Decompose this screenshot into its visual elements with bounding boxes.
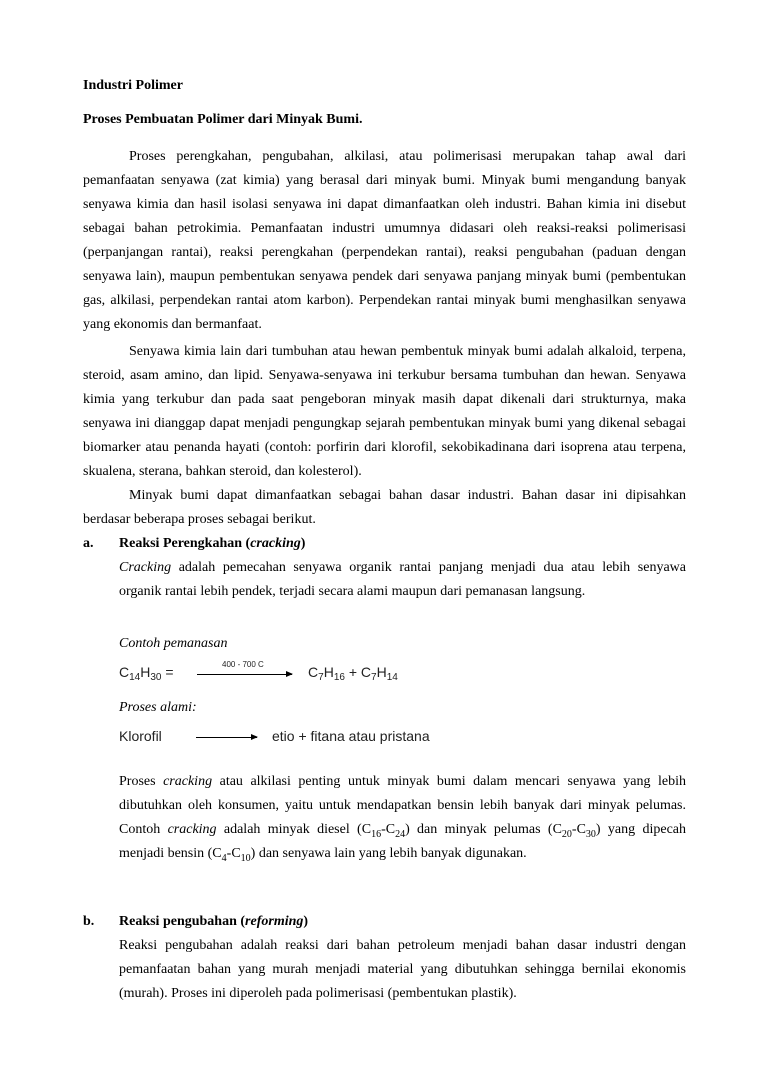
- section-a-definition: Cracking adalah pemecahan senyawa organik rantai panjang menjadi dua atau lebih senyawa organik rantai lebih pendek, terjadi secara alami maupun dari pemanasan langsung.: [119, 560, 686, 599]
- section-b-text: Reaksi pengubahan adalah reaksi dari bahan petroleum menjadi bahan dasar industri dengan pemanfaatan bahan yang murah menjadi material yang dibutuhkan sehingga bernilai ekonomis (murah). Proses ini diperoleh pada polimerisasi (pembentukan plastik).: [119, 938, 686, 1001]
- paragraph-biomarker: Senyawa kimia lain dari tumbuhan atau hewan pembentuk minyak bumi adalah alkaloid, terpena, steroid, asam amino, dan lipid. Senyawa-senyawa ini terkubur bersama tumbuhan dan hewan. Senyawa kimia yang terkubur dan pada saat pengeboran minyak masih dapat dikenali dari strukturnya, maka senyawa ini dianggap dapat menjadi pengungkap sejarah pembentukan minyak bumi yang dikenal sebagai biomarker atau penanda hayati (contoh: porfirin dari klorofil, sekobikadinana dari isoprena atau terpena, skualena, sterana, bahkan steroid, dan kolesterol).: [83, 344, 686, 479]
- section-b-title: Reaksi pengubahan (reforming): [119, 914, 309, 929]
- section-a-title: Reaksi Perengkahan (cracking): [119, 536, 306, 551]
- paragraph-intro: Proses perengkahan, pengubahan, alkilasi, atau polimerisasi merupakan tahap awal dari pemanfaatan senyawa (zat kimia) yang berasal dari minyak bumi. Minyak bumi mengandung banyak senyawa kimia dan hasil isolasi senyawa ini dapat dimanfaatkan oleh industri. Bahan kimia ini disebut sebagai bahan petrokimia. Pemanfaatan industri umumnya didasari oleh reaksi-reaksi polimerisasi (perpanjangan rantai), reaksi perengkahan (perpendekan rantai), reaksi pengubahan (paduan dengan senyawa lain), maupun pembentukan senyawa pendek dari senyawa panjang minyak bumi (pembentukan gas, alkilasi, perpendekan rantai atom karbon). Perpendekan rantai minyak bumi menghasilkan senyawa yang ekonomis dan bermanfaat.: [83, 149, 686, 332]
- paragraph-raw-materials: Minyak bumi dapat dimanfaatkan sebagai bahan dasar industri. Bahan dasar ini dipisahkan berdasar beberapa proses sebagai berikut.: [83, 488, 686, 527]
- reaction2-product: etio + fitana atau pristana: [272, 728, 430, 744]
- document-title: Industri Polimer: [83, 78, 183, 93]
- section-b-letter: b.: [83, 914, 95, 929]
- reaction1-arrow: [197, 674, 292, 675]
- reaction1-reactant: $C_{14}H_{30}$ =: [119, 664, 174, 683]
- reaction1-products: $C_7H_{16} + C_7H_{14}$: [308, 664, 398, 683]
- section-a-letter: a.: [83, 536, 94, 551]
- natural-process-label: Proses alami:: [119, 700, 197, 715]
- reaction2-arrow: [196, 737, 257, 738]
- document-subtitle: Proses Pembuatan Polimer dari Minyak Bumi.: [83, 112, 363, 127]
- reaction2-reactant: Klorofil: [119, 728, 162, 744]
- section-a-cracking-paragraph: Proses cracking atau alkilasi penting untuk minyak bumi dalam mencari senyawa yang lebih dibutuhkan oleh konsumen, yaitu untuk mendapatkan bensin lebih banyak dari minyak pelumas. Contoh cracking adalah minyak diesel $(C_{16}-C_{24})$ dan minyak pelumas $(C_{20}-C_{30})$ yang dipecah menjadi bensin $(C_4-C_{10})$ dan senyawa lain yang lebih banyak digunakan.: [119, 774, 686, 864]
- reaction1-condition: 400 - 700 C: [222, 660, 264, 669]
- example-heating-label: Contoh pemanasan: [119, 636, 228, 651]
